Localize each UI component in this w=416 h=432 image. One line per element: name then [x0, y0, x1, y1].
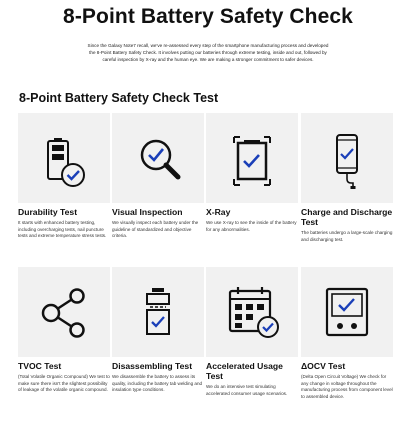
test-title: Visual Inspection — [112, 207, 183, 217]
test-tile — [18, 113, 110, 203]
test-title: TVOC Test — [18, 361, 62, 371]
test-description: (Total Volatile Organic Compound) We test to make sure there isn't the slightest possibility of leakage of the volatile organic compound. — [18, 374, 110, 393]
test-description: We visually inspect each battery under the guideline of standardized and objective criteria. — [112, 220, 199, 239]
molecule-icon — [18, 267, 110, 357]
section-title: 8-Point Battery Safety Check Test — [19, 91, 219, 105]
test-card-charge-discharge — [301, 113, 393, 243]
test-tile — [206, 267, 298, 357]
voltage-meter-icon — [301, 267, 393, 357]
test-tile — [18, 267, 110, 357]
test-card-durability — [18, 113, 110, 240]
xray-battery-icon — [206, 113, 298, 203]
intro-text: Since the Galaxy Note7 recall, we've re-assessed every step of the smartphone manufacturing process and developed the 8-Point Battery Safety Check. It involves putting our batteries through extreme testing, inside and out, followed by careful inspection by X-ray and the human eye. We are making a stronger commitment to safer devices. — [87, 43, 329, 62]
test-card-visual-inspection — [112, 113, 204, 240]
magnifier-check-icon — [112, 113, 204, 203]
test-card-xray — [206, 113, 298, 233]
page-title: 8-Point Battery Safety Check — [63, 5, 353, 28]
phone-charging-icon — [301, 113, 393, 203]
test-title: Charge and Discharge Test — [301, 207, 393, 227]
test-tile — [301, 113, 393, 203]
test-card-delta-ocv — [301, 267, 393, 400]
calendar-check-icon — [206, 267, 298, 357]
test-title: Durability Test — [18, 207, 78, 217]
test-title: ΔOCV Test — [301, 361, 346, 371]
test-card-disassembling — [112, 267, 204, 394]
battery-disassembly-icon — [112, 267, 204, 357]
test-description: We disassemble the battery to assess its quality, including the battery tab welding and insulation type conditions. — [112, 374, 203, 393]
test-description: The batteries undergo a large-scale charging and discharging test. — [301, 230, 393, 242]
test-tile — [301, 267, 393, 357]
test-tile — [112, 267, 204, 357]
test-title: X-Ray — [206, 207, 231, 217]
test-title: Accelerated Usage Test — [206, 361, 283, 381]
test-description: We use X-ray to see the inside of the battery for any abnormalities. — [206, 220, 297, 232]
test-card-accelerated-usage — [206, 267, 298, 397]
test-tile — [112, 113, 204, 203]
battery-check-icon — [18, 113, 110, 203]
test-tile — [206, 113, 298, 203]
test-description: It starts with enhanced battery testing, including overcharging tests, nail puncture tests and extreme temperature stress tests. — [18, 220, 107, 239]
test-title: Disassembling Test — [112, 361, 193, 371]
test-description: We do an intensive test simulating accelerated consumer usage scenarios. — [206, 384, 288, 396]
test-description: (Delta Open Circuit Voltage) We check for any change in voltage throughout the manufacturing process from component level to assembled device. — [301, 374, 393, 399]
test-card-tvoc — [18, 267, 110, 394]
